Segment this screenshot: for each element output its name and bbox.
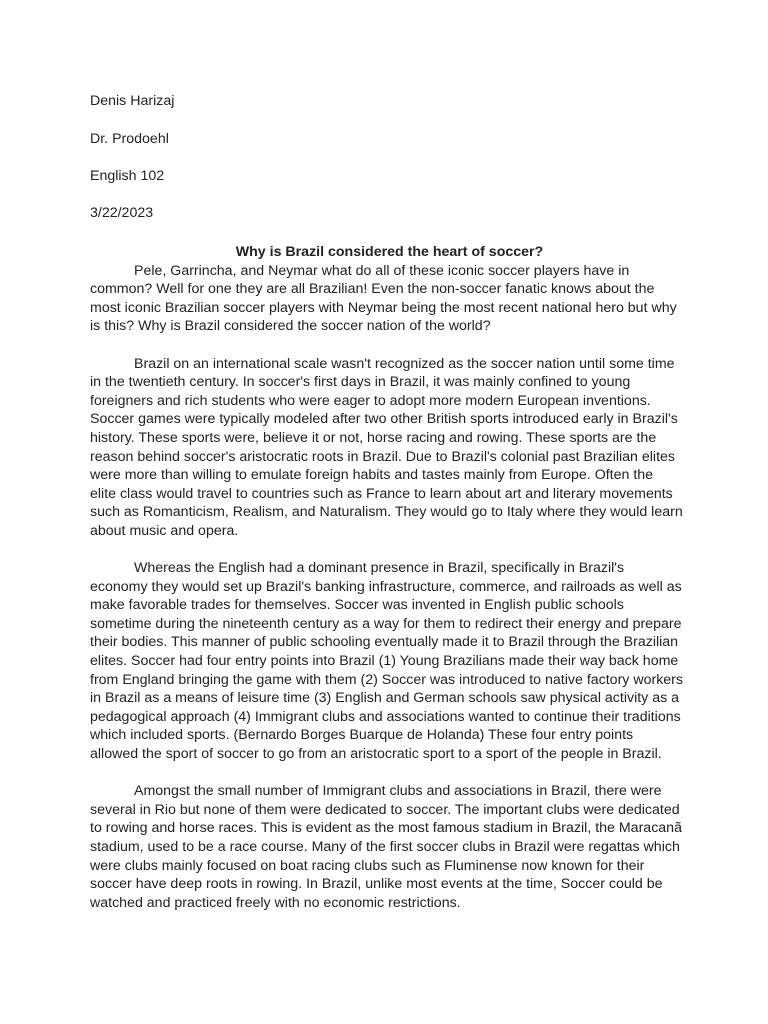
paragraph-4: Amongst the small number of Immigrant clubs and associations in Brazil, there were several in Rio but none of them were dedicated to soccer. The important clubs were dedicated to rowing and horse races. This is evident as the most famous stadium in Brazil, the Maracanã stadium, used to be a race course. Many of the first soccer clubs in Brazil were regattas which were clubs mainly focused on boat racing clubs such as Fluminense now known for their soccer have deep roots in rowing. In Brazil, unlike most events at the time, Soccer could be watched and practiced freely with no economic restrictions. (90, 783, 682, 911)
essay-body (90, 243, 683, 931)
essay-title: Why is Brazil considered the heart of soccer? (235, 244, 544, 260)
author-name: Denis Harizaj (90, 93, 175, 109)
paragraph-2: Brazil on an international scale wasn't recognized as the soccer nation until some time in the twentieth century. In soccer's first days in Brazil, it was mainly confined to young foreigners and rich students who were eager to adopt more modern European inventions. Soccer games were typically modeled after two other British sports introduced early in Brazil's history. These sports were, believe it or not, horse racing and rowing. These sports are the reason behind soccer's aristocratic roots in Brazil. Due to Brazil's colonial past Brazilian elites were more than willing to emulate foreign habits and tastes mainly from Europe. Often the elite class would travel to countries such as France to learn about art and literary movements such as Romanticism, Realism, and Naturalism. They would go to Italy where they would learn about music and opera. (90, 355, 683, 539)
course-name: English 102 (90, 168, 165, 184)
paragraph-1: Pele, Garrincha, and Neymar what do all of these iconic soccer players have in common? Well for one they are all Brazilian! Even the non-soccer fanatic knows about the most iconic Brazilian soccer players with Neymar being the most recent national hero but why is this? Why is Brazil considered the soccer nation of the world? (90, 262, 677, 335)
paragraph-3: Whereas the English had a dominant presence in Brazil, specifically in Brazil's economy they would set up Brazil's banking infrastructure, commerce, and railroads as well as make favorable trades for themselves. Soccer was invented in English public schools sometime during the nineteenth century as a way for them to redirect their energy and prepare their bodies. This manner of public schooling eventually made it to Brazil through the Brazilian elites. Soccer had four entry points into Brazil (1) Young Brazilians made their way back home from England bringing the game with them (2) Soccer was introduced to native factory workers in Brazil as a means of leisure time (3) English and German schools saw physical activity as a pedagogical approach (4) Immigrant clubs and associations wanted to continue their traditions which included sports. (Bernardo Borges Buarque de Holanda) These four entry points allowed the sport of soccer to go from an aristocratic sport to a sport of the people in Brazil. (90, 560, 684, 763)
instructor-name: Dr. Prodoehl (90, 131, 169, 147)
essay-date: 3/22/2023 (90, 205, 154, 221)
